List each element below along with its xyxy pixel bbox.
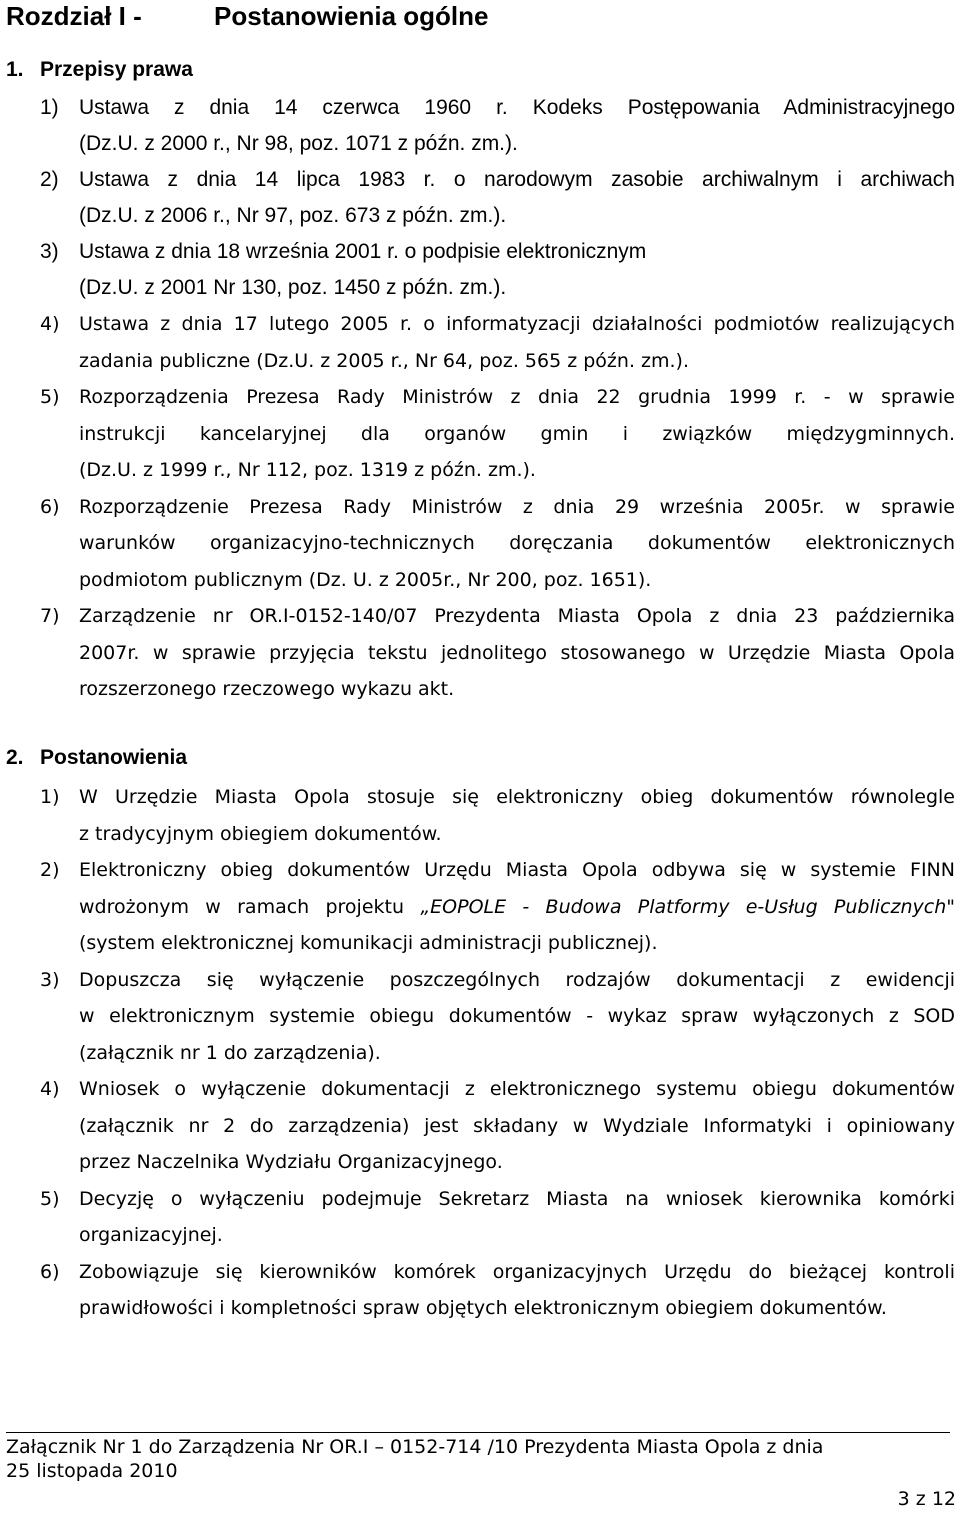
list-item <box>0 489 955 599</box>
item-number: 6) <box>40 495 60 518</box>
item-text-line: Zarządzenie nr OR.I-0152-140/07 Prezydenta Miasta Opola z dnia 23 października <box>79 605 955 627</box>
item-text-line: (Dz.U. z 2006 r., Nr 97, poz. 673 z późn. zm.). <box>79 204 507 227</box>
item-text-line: Rozporządzenie Prezesa Rady Ministrów z dnia 29 września 2005r. w sprawie <box>79 495 955 518</box>
item-text-line: organizacyjnej. <box>79 1224 223 1246</box>
list-item <box>0 306 955 379</box>
chapter-label: Rozdział I - <box>6 1 142 31</box>
item-text-line: przez Naczelnika Wydziału Organizacyjnego. <box>79 1151 503 1173</box>
item-number: 6) <box>40 1260 60 1283</box>
section-1-number: 1. <box>6 58 24 81</box>
list-item <box>0 962 955 1072</box>
item-text-line: w elektronicznym systemie obiegu dokumentów - wykaz spraw wyłączonych z SOD <box>79 1005 955 1027</box>
item-text-line: (załącznik nr 1 do zarządzenia). <box>79 1041 381 1064</box>
item-number: 7) <box>40 605 60 627</box>
list-item <box>0 90 955 162</box>
item-text-line: warunków organizacyjno-technicznych doręczania dokumentów elektronicznych <box>79 532 955 554</box>
list-item <box>0 379 955 489</box>
item-number: 3) <box>40 240 59 263</box>
item-text-line: Zobowiązuje się kierowników komórek organizacyjnych Urzędu do bieżącej kontroli <box>79 1260 955 1283</box>
item-number: 4) <box>40 1078 60 1100</box>
list-item <box>0 234 955 306</box>
item-text-line: instrukcji kancelaryjnej dla organów gmin i związków międzygminnych. <box>79 422 955 445</box>
project-name: „EOPOLE - Budowa Platformy e-Usług Publicznych" <box>420 895 955 918</box>
item-text-line: Decyzję o wyłączeniu podejmuje Sekretarz Miasta na wniosek kierownika komórki <box>79 1187 955 1210</box>
list-item <box>0 162 955 234</box>
chapter-title <box>6 1 488 32</box>
item-number: 2) <box>40 168 59 191</box>
item-text-line: Ustawa z dnia 18 września 2001 r. o podpisie elektronicznym <box>79 240 647 263</box>
item-text-line: z tradycyjnym obiegiem dokumentów. <box>79 822 442 845</box>
item-text-line: zadania publiczne (Dz.U. z 2005 r., Nr 64, poz. 565 z późn. zm.). <box>79 349 689 372</box>
item-number: 1) <box>40 786 60 808</box>
section-2-number: 2. <box>6 746 24 769</box>
section-1-heading <box>6 58 193 82</box>
legal-acts-list-part1 <box>0 90 960 306</box>
item-text-line: podmiotom publicznym (Dz. U. z 2005r., Nr 200, poz. 1651). <box>79 568 652 591</box>
item-text-line: rozszerzonego rzeczowego wykazu akt. <box>79 678 455 700</box>
item-text-line: Ustawa z dnia 14 czerwca 1960 r. Kodeks Postępowania Administracyjnego <box>79 96 955 119</box>
item-number: 1) <box>40 96 59 119</box>
list-item <box>0 598 955 708</box>
item-text-line <box>79 889 955 926</box>
list-item <box>0 852 955 962</box>
item-text-line: Elektroniczny obieg dokumentów Urzędu Miasta Opola odbywa się w systemie FINN <box>79 859 955 881</box>
item-text-line: (Dz.U. z 1999 r., Nr 112, poz. 1319 z późn. zm.). <box>79 459 536 481</box>
provisions-list <box>0 779 960 1327</box>
item-text-line: Ustawa z dnia 17 lutego 2005 r. o informatyzacji działalności podmiotów realizujących <box>79 313 955 335</box>
item-text-line: Ustawa z dnia 14 lipca 1983 r. o narodowym zasobie archiwalnym i archiwach <box>79 168 955 191</box>
item-number: 5) <box>40 1187 60 1210</box>
item-text-line: prawidłowości i kompletności spraw objętych elektronicznym obiegiem dokumentów. <box>79 1297 887 1319</box>
item-number: 4) <box>40 313 60 335</box>
item-number: 2) <box>40 859 60 881</box>
footer-divider <box>6 1432 950 1433</box>
section-2-heading <box>6 746 187 770</box>
legal-acts-list-part2 <box>0 306 960 708</box>
list-item <box>0 1071 955 1181</box>
list-item <box>0 1181 955 1254</box>
item-text-line: Dopuszcza się wyłączenie poszczególnych rodzajów dokumentacji z ewidencji <box>79 968 955 991</box>
chapter-name: Postanowienia ogólne <box>214 1 489 31</box>
item-text-line: Rozporządzenia Prezesa Rady Ministrów z dnia 22 grudnia 1999 r. - w sprawie <box>79 386 955 408</box>
page-footer <box>6 1432 950 1483</box>
item-text-fragment: wdrożonym w ramach projektu <box>79 895 405 918</box>
item-text-line: W Urzędzie Miasta Opola stosuje się elektroniczny obieg dokumentów równolegle <box>79 786 955 808</box>
item-number: 3) <box>40 968 60 991</box>
section-1-title: Przepisy prawa <box>40 58 193 81</box>
item-number: 5) <box>40 386 60 408</box>
list-item <box>0 779 955 852</box>
item-text-line: (Dz.U. z 2001 Nr 130, poz. 1450 z późn. zm.). <box>79 276 507 299</box>
list-item <box>0 1254 955 1327</box>
item-text-line: Wniosek o wyłączenie dokumentacji z elektronicznego systemu obiegu dokumentów <box>79 1078 955 1100</box>
section-2-title: Postanowienia <box>40 746 188 769</box>
item-text-line: 2007r. w sprawie przyjęcia tekstu jednolitego stosowanego w Urzędzie Miasta Opola <box>79 641 955 664</box>
page-number: 3 z 12 <box>897 1488 956 1510</box>
item-text-line: (system elektronicznej komunikacji administracji publicznej). <box>79 932 658 954</box>
item-text-line: (Dz.U. z 2000 r., Nr 98, poz. 1071 z późn. zm.). <box>79 132 518 155</box>
footer-text: Załącznik Nr 1 do Zarządzenia Nr OR.I – 0152-714 /10 Prezydenta Miasta Opola z dnia 25 listopada 2010 <box>6 1436 824 1482</box>
item-text-line: (załącznik nr 2 do zarządzenia) jest składany w Wydziale Informatyki i opiniowany <box>79 1114 955 1137</box>
